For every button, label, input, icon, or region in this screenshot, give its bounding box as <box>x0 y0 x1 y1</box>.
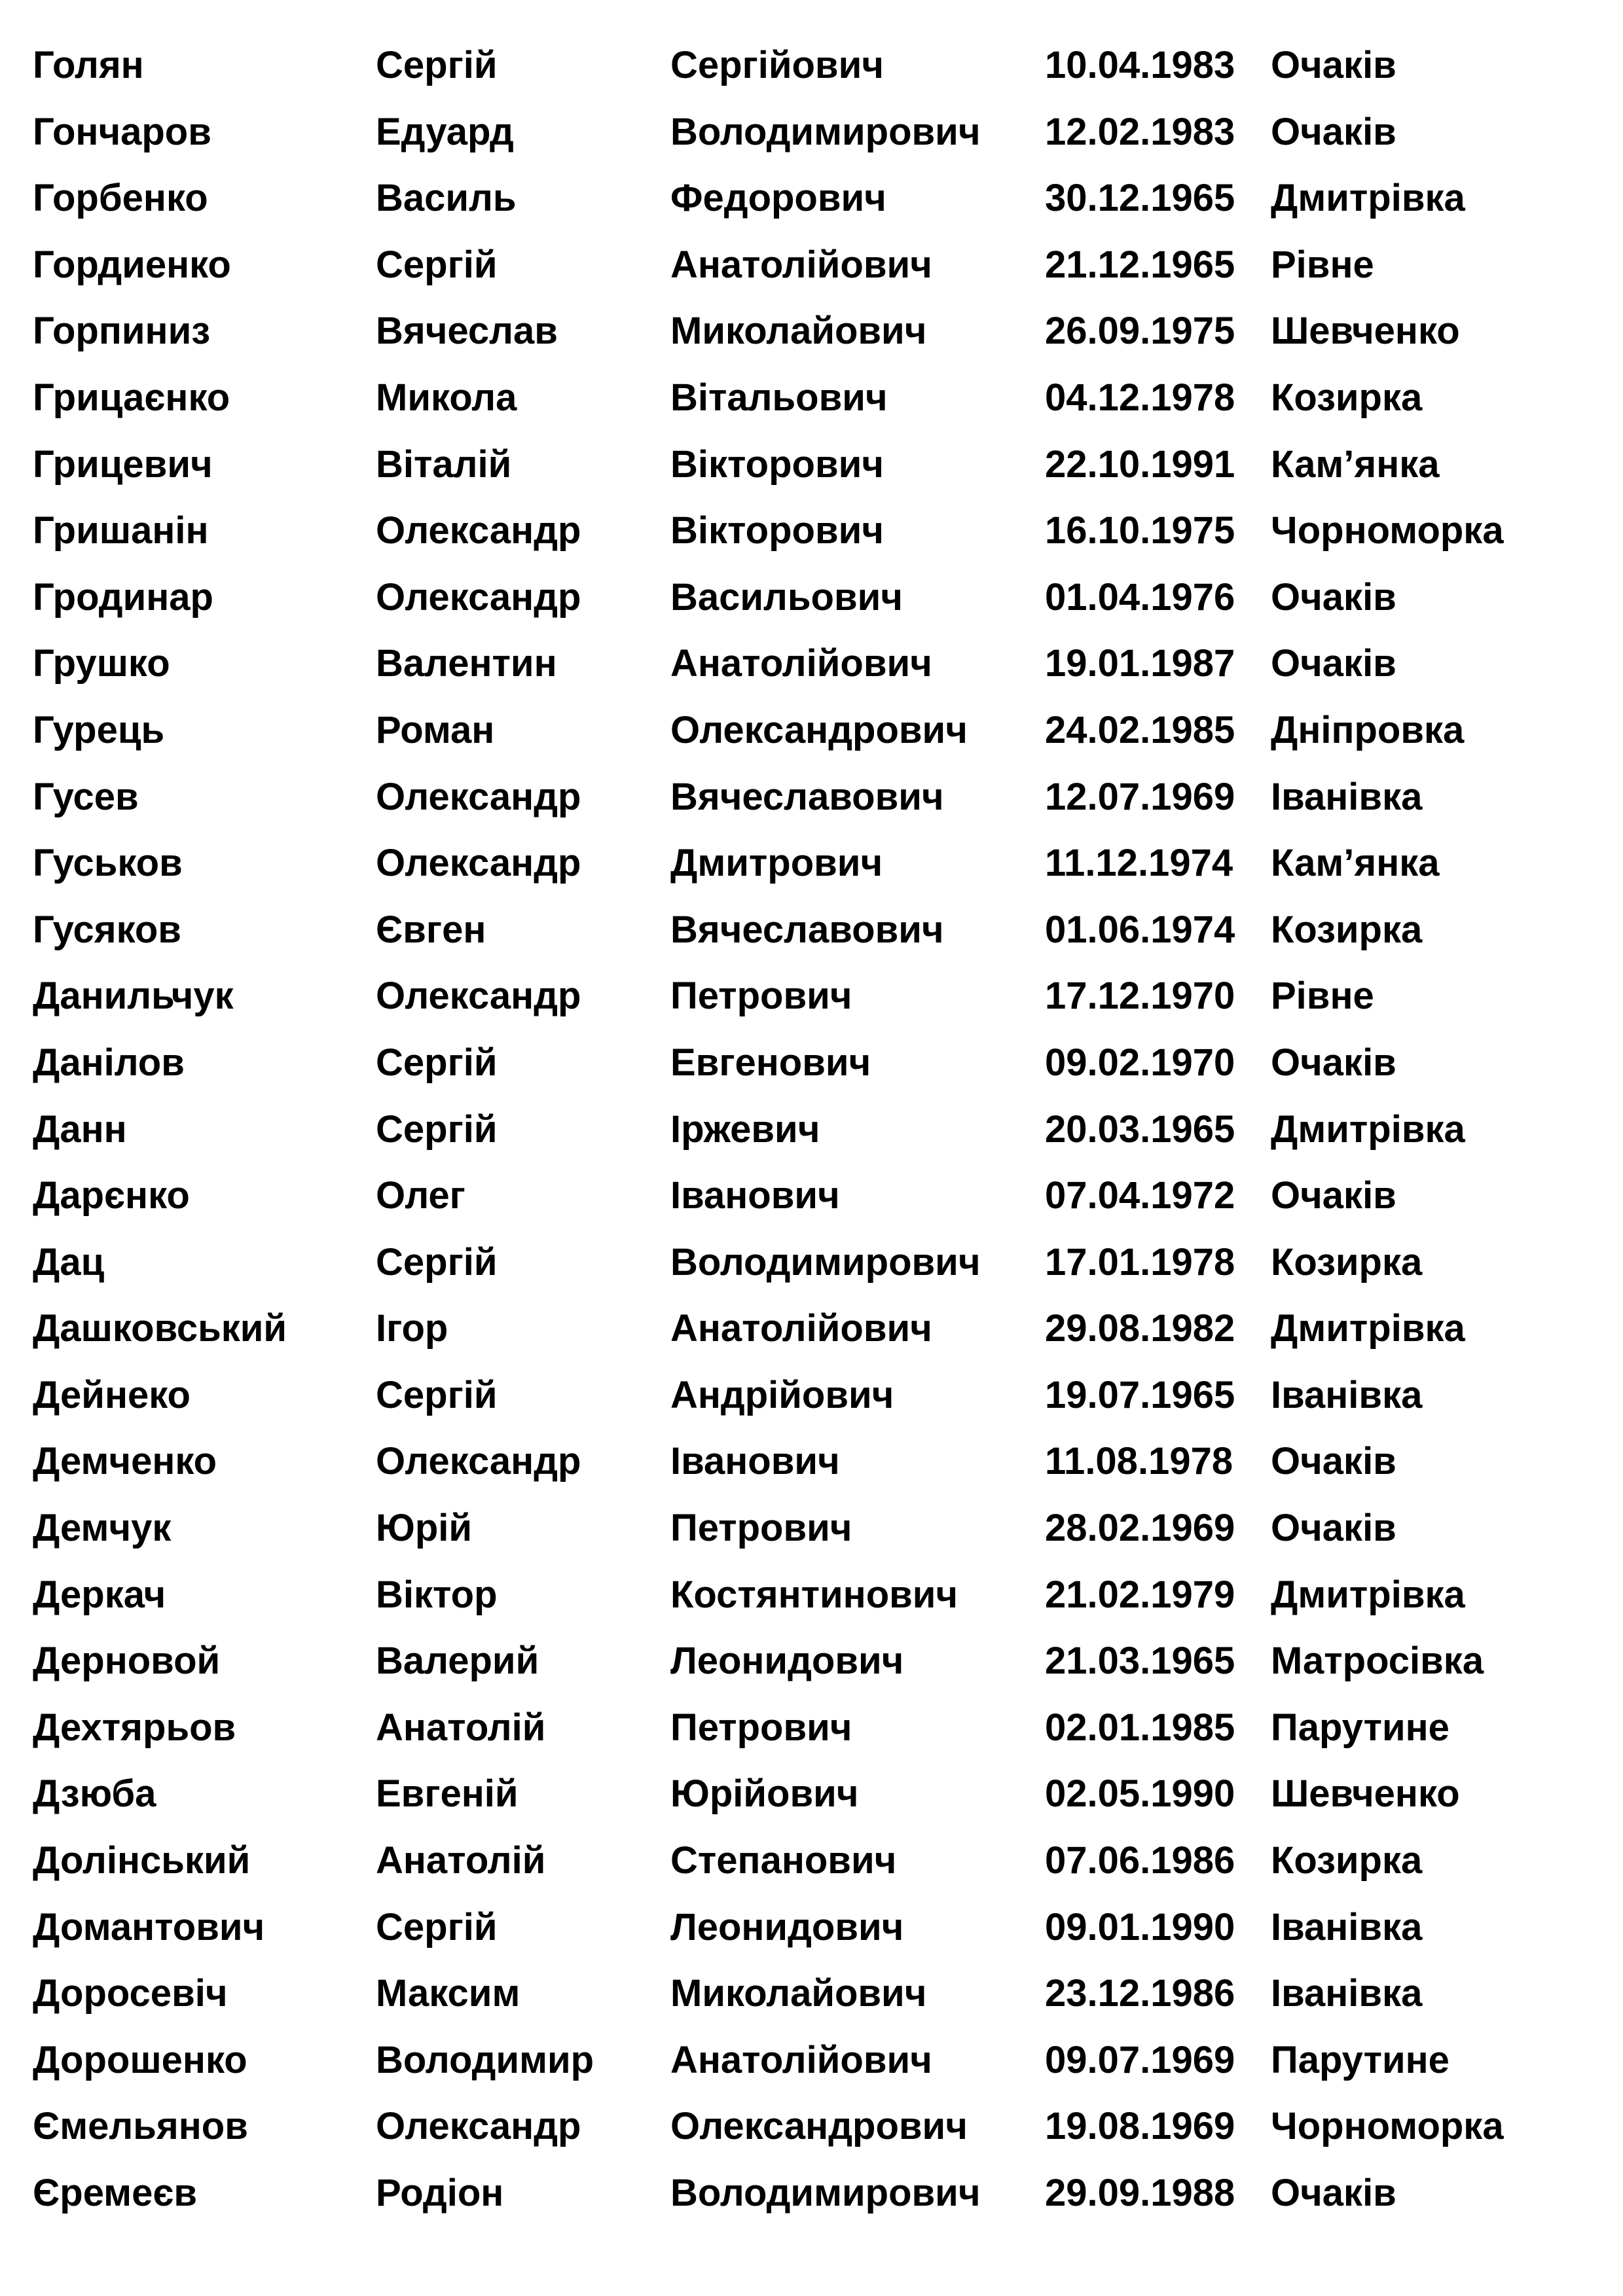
birth-date-cell: 30.12.1965 <box>1045 177 1235 220</box>
first-name-cell: Валерий <box>376 1640 539 1683</box>
first-name-cell: Анатолій <box>376 1706 546 1749</box>
place-cell: Іванівка <box>1271 1905 1423 1948</box>
first-name-cell: Олександр <box>376 842 581 885</box>
place-cell: Рівне <box>1271 243 1374 286</box>
place-cell: Очаків <box>1271 575 1396 619</box>
birth-date-cell: 10.04.1983 <box>1045 44 1235 86</box>
patronymic-cell: Андрійович <box>670 1373 894 1416</box>
surname-cell: Доросевіч <box>33 1972 228 2015</box>
surname-cell: Дарєнко <box>33 1174 190 1217</box>
first-name-cell: Максим <box>376 1972 520 2015</box>
surname-cell: Голян <box>33 44 144 86</box>
patronymic-cell: Вячеславович <box>670 775 944 818</box>
surname-cell: Гусев <box>33 775 139 818</box>
place-cell: Дмитрівка <box>1271 1107 1465 1151</box>
list-item <box>33 1962 1591 2029</box>
patronymic-cell: Миколайович <box>670 310 927 353</box>
first-name-cell: Сергій <box>376 1373 498 1416</box>
birth-date-cell: 04.12.1978 <box>1045 376 1235 419</box>
patronymic-cell: Олександрович <box>670 2105 968 2148</box>
birth-date-cell: 07.04.1972 <box>1045 1174 1235 1217</box>
surname-cell: Ємельянов <box>33 2105 248 2148</box>
birth-date-cell: 01.06.1974 <box>1045 908 1235 951</box>
place-cell: Дмитрівка <box>1271 1307 1465 1350</box>
place-cell: Іванівка <box>1271 775 1423 818</box>
surname-cell: Дерновой <box>33 1640 221 1683</box>
place-cell: Іванівка <box>1271 1373 1423 1416</box>
birth-date-cell: 17.12.1970 <box>1045 975 1235 1018</box>
birth-date-cell: 19.07.1965 <box>1045 1373 1235 1416</box>
list-item <box>33 1630 1591 1696</box>
patronymic-cell: Володимирович <box>670 2172 981 2214</box>
first-name-cell: Анатолій <box>376 1839 546 1882</box>
first-name-cell: Олександр <box>376 1440 581 1483</box>
name-list <box>33 34 1591 2229</box>
patronymic-cell: Сергійович <box>670 44 884 86</box>
first-name-cell: Олександр <box>376 775 581 818</box>
list-item <box>33 433 1591 500</box>
patronymic-cell: Анатолійович <box>670 1307 932 1350</box>
list-item <box>33 1430 1591 1497</box>
place-cell: Шевченко <box>1271 310 1460 353</box>
list-item <box>33 499 1591 566</box>
place-cell: Козирка <box>1271 908 1423 951</box>
patronymic-cell: Юрійович <box>670 1772 859 1816</box>
first-name-cell: Ігор <box>376 1307 448 1350</box>
patronymic-cell: Леонидович <box>670 1905 904 1948</box>
list-item <box>33 965 1591 1031</box>
list-item <box>33 899 1591 965</box>
first-name-cell: Сергій <box>376 1107 498 1151</box>
place-cell: Матросівка <box>1271 1640 1484 1683</box>
list-item <box>33 1896 1591 1963</box>
place-cell: Очаків <box>1271 1041 1396 1084</box>
birth-date-cell: 07.06.1986 <box>1045 1839 1235 1882</box>
patronymic-cell: Дмитрович <box>670 842 883 885</box>
list-item <box>33 1231 1591 1298</box>
list-item <box>33 699 1591 766</box>
surname-cell: Гуськов <box>33 842 183 885</box>
patronymic-cell: Васильович <box>670 575 903 619</box>
surname-cell: Горпиниз <box>33 310 211 353</box>
place-cell: Козирка <box>1271 1240 1423 1283</box>
first-name-cell: Микола <box>376 376 517 419</box>
patronymic-cell: Олександрович <box>670 708 968 751</box>
first-name-cell: Роман <box>376 708 495 751</box>
first-name-cell: Віталій <box>376 442 512 486</box>
surname-cell: Дейнеко <box>33 1373 191 1416</box>
place-cell: Шевченко <box>1271 1772 1460 1816</box>
surname-cell: Дац <box>33 1240 105 1283</box>
patronymic-cell: Вікторович <box>670 509 884 552</box>
first-name-cell: Володимир <box>376 2038 594 2081</box>
place-cell: Очаків <box>1271 1174 1396 1217</box>
surname-cell: Гордиенко <box>33 243 231 286</box>
list-item <box>33 367 1591 433</box>
birth-date-cell: 20.03.1965 <box>1045 1107 1235 1151</box>
birth-date-cell: 21.02.1979 <box>1045 1573 1235 1616</box>
patronymic-cell: Анатолійович <box>670 2038 932 2081</box>
patronymic-cell: Анатолійович <box>670 243 932 286</box>
surname-cell: Гончаров <box>33 110 211 153</box>
birth-date-cell: 16.10.1975 <box>1045 509 1235 552</box>
patronymic-cell: Петрович <box>670 1706 852 1749</box>
patronymic-cell: Евгенович <box>670 1041 871 1084</box>
patronymic-cell: Степанович <box>670 1839 897 1882</box>
place-cell: Очаків <box>1271 642 1396 685</box>
birth-date-cell: 21.03.1965 <box>1045 1640 1235 1683</box>
list-item <box>33 632 1591 699</box>
list-item <box>33 766 1591 833</box>
birth-date-cell: 11.08.1978 <box>1045 1440 1233 1483</box>
patronymic-cell: Володимирович <box>670 1240 981 1283</box>
place-cell: Дніпровка <box>1271 708 1465 751</box>
place-cell: Кам’янка <box>1271 442 1440 486</box>
birth-date-cell: 28.02.1969 <box>1045 1507 1235 1550</box>
list-item <box>33 1696 1591 1763</box>
place-cell: Кам’янка <box>1271 842 1440 885</box>
first-name-cell: Евгеній <box>376 1772 519 1816</box>
place-cell: Очаків <box>1271 2172 1396 2214</box>
place-cell: Очаків <box>1271 44 1396 86</box>
list-item <box>33 1829 1591 1896</box>
list-item <box>33 1098 1591 1165</box>
surname-cell: Гусяков <box>33 908 181 951</box>
birth-date-cell: 19.01.1987 <box>1045 642 1235 685</box>
patronymic-cell: Костянтинович <box>670 1573 958 1616</box>
surname-cell: Дзюба <box>33 1772 156 1816</box>
place-cell: Парутине <box>1271 2038 1450 2081</box>
surname-cell: Гродинар <box>33 575 213 619</box>
place-cell: Парутине <box>1271 1706 1450 1749</box>
surname-cell: Деркач <box>33 1573 166 1616</box>
patronymic-cell: Вячеславович <box>670 908 944 951</box>
place-cell: Рівне <box>1271 975 1374 1018</box>
first-name-cell: Сергій <box>376 1240 498 1283</box>
birth-date-cell: 29.09.1988 <box>1045 2172 1235 2214</box>
first-name-cell: Євген <box>376 908 486 951</box>
place-cell: Дмитрівка <box>1271 177 1465 220</box>
list-item <box>33 2162 1591 2229</box>
place-cell: Чорноморка <box>1271 509 1504 552</box>
list-item <box>33 234 1591 300</box>
list-item <box>33 1164 1591 1231</box>
birth-date-cell: 19.08.1969 <box>1045 2105 1235 2148</box>
place-cell: Очаків <box>1271 1440 1396 1483</box>
list-item <box>33 34 1591 101</box>
patronymic-cell: Петрович <box>670 1507 852 1550</box>
list-item <box>33 1297 1591 1364</box>
surname-cell: Грушко <box>33 642 170 685</box>
first-name-cell: Олександр <box>376 975 581 1018</box>
birth-date-cell: 26.09.1975 <box>1045 310 1235 353</box>
birth-date-cell: 09.02.1970 <box>1045 1041 1235 1084</box>
place-cell: Іванівка <box>1271 1972 1423 2015</box>
birth-date-cell: 01.04.1976 <box>1045 575 1235 619</box>
first-name-cell: Сергій <box>376 44 498 86</box>
birth-date-cell: 29.08.1982 <box>1045 1307 1235 1350</box>
birth-date-cell: 12.02.1983 <box>1045 110 1235 153</box>
list-item <box>33 1031 1591 1098</box>
surname-cell: Данильчук <box>33 975 234 1018</box>
list-item <box>33 167 1591 234</box>
first-name-cell: Сергій <box>376 243 498 286</box>
surname-cell: Демченко <box>33 1440 217 1483</box>
birth-date-cell: 21.12.1965 <box>1045 243 1235 286</box>
place-cell: Очаків <box>1271 1507 1396 1550</box>
birth-date-cell: 24.02.1985 <box>1045 708 1235 751</box>
surname-cell: Горбенко <box>33 177 208 220</box>
list-item <box>33 1564 1591 1630</box>
list-item <box>33 2029 1591 2096</box>
birth-date-cell: 17.01.1978 <box>1045 1240 1235 1283</box>
surname-cell: Домантович <box>33 1905 265 1948</box>
birth-date-cell: 09.07.1969 <box>1045 2038 1235 2081</box>
first-name-cell: Валентин <box>376 642 557 685</box>
patronymic-cell: Анатолійович <box>670 642 932 685</box>
patronymic-cell: Іванович <box>670 1174 840 1217</box>
birth-date-cell: 11.12.1974 <box>1045 842 1233 885</box>
surname-cell: Демчук <box>33 1507 172 1550</box>
birth-date-cell: 22.10.1991 <box>1045 442 1235 486</box>
list-item <box>33 2095 1591 2162</box>
first-name-cell: Едуард <box>376 110 514 153</box>
place-cell: Козирка <box>1271 1839 1423 1882</box>
surname-cell: Грицаєнко <box>33 376 230 419</box>
patronymic-cell: Вітальович <box>670 376 888 419</box>
place-cell: Козирка <box>1271 376 1423 419</box>
first-name-cell: Олександр <box>376 2105 581 2148</box>
list-item <box>33 832 1591 899</box>
first-name-cell: Олег <box>376 1174 465 1217</box>
patronymic-cell: Вікторович <box>670 442 884 486</box>
patronymic-cell: Іржевич <box>670 1107 820 1151</box>
birth-date-cell: 02.05.1990 <box>1045 1772 1235 1816</box>
surname-cell: Грицевич <box>33 442 213 486</box>
place-cell: Очаків <box>1271 110 1396 153</box>
list-item <box>33 566 1591 633</box>
first-name-cell: Сергій <box>376 1041 498 1084</box>
surname-cell: Долінський <box>33 1839 251 1882</box>
surname-cell: Данілов <box>33 1041 185 1084</box>
first-name-cell: Олександр <box>376 509 581 552</box>
patronymic-cell: Іванович <box>670 1440 840 1483</box>
patronymic-cell: Федорович <box>670 177 886 220</box>
birth-date-cell: 02.01.1985 <box>1045 1706 1235 1749</box>
first-name-cell: Віктор <box>376 1573 498 1616</box>
first-name-cell: Сергій <box>376 1905 498 1948</box>
list-item <box>33 101 1591 168</box>
surname-cell: Гришанін <box>33 509 209 552</box>
first-name-cell: Вячеслав <box>376 310 558 353</box>
surname-cell: Гурець <box>33 708 165 751</box>
surname-cell: Дорошенко <box>33 2038 247 2081</box>
place-cell: Дмитрівка <box>1271 1573 1465 1616</box>
patronymic-cell: Леонидович <box>670 1640 904 1683</box>
first-name-cell: Родіон <box>376 2172 504 2214</box>
patronymic-cell: Володимирович <box>670 110 981 153</box>
first-name-cell: Василь <box>376 177 517 220</box>
first-name-cell: Юрій <box>376 1507 473 1550</box>
list-item <box>33 1763 1591 1829</box>
surname-cell: Єремеєв <box>33 2172 198 2214</box>
surname-cell: Дехтярьов <box>33 1706 236 1749</box>
place-cell: Чорноморка <box>1271 2105 1504 2148</box>
patronymic-cell: Петрович <box>670 975 852 1018</box>
patronymic-cell: Миколайович <box>670 1972 927 2015</box>
surname-cell: Данн <box>33 1107 127 1151</box>
birth-date-cell: 12.07.1969 <box>1045 775 1235 818</box>
list-item <box>33 1364 1591 1431</box>
first-name-cell: Олександр <box>376 575 581 619</box>
birth-date-cell: 09.01.1990 <box>1045 1905 1235 1948</box>
birth-date-cell: 23.12.1986 <box>1045 1972 1235 2015</box>
list-item <box>33 1497 1591 1564</box>
surname-cell: Дашковський <box>33 1307 287 1350</box>
list-item <box>33 300 1591 367</box>
